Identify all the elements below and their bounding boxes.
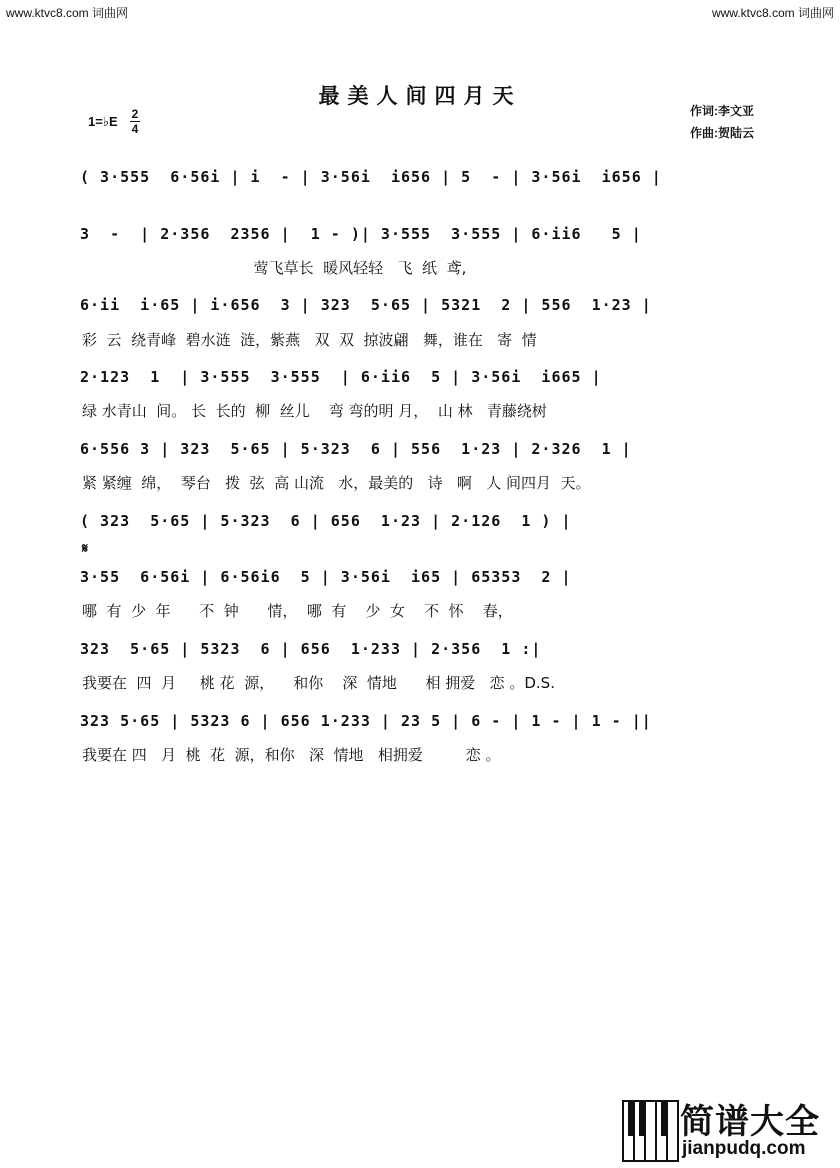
composer-credit: 作曲:贺陆云	[690, 126, 754, 140]
time-signature	[130, 108, 140, 135]
notation-row: 323 5·65 | 5323 6 | 656 1·233 | 2·356 1 :|	[80, 640, 542, 658]
piano-black-key	[639, 1102, 645, 1136]
header-site-right: www.ktvc8.com 词曲网	[711, 6, 834, 20]
lyric-row: 我要在 四 月 桃 花 源，和你 深 情地 相拥爱 恋 。	[82, 746, 501, 764]
notation-row: ( 3·555 6·56i | i - | 3·56i i656 | 5 - | 3·56i i656 |	[80, 168, 662, 186]
time-bottom: 4	[131, 122, 139, 136]
lyric-row: 彩 云 绕青峰 碧水涟 涟，紫燕 双 双 掠波翩 舞，谁在 寄 情	[82, 331, 537, 349]
logo-text: 简谱大全	[680, 1103, 820, 1141]
segno-sign: 𝄋	[82, 540, 89, 556]
piano-key	[635, 1100, 646, 1162]
piano-key	[657, 1100, 668, 1162]
piano-keys-icon	[622, 1100, 679, 1162]
logo-url: jianpudq.com	[682, 1138, 806, 1159]
lyric-row: 哪 有 少 年 不 钟 情， 哪 有 少 女 不 怀 春，	[82, 602, 513, 620]
song-title: 最美人间四月天	[318, 83, 522, 108]
lyric-row: 绿 水青山 间。 长 长的 柳 丝儿 弯 弯的明 月， 山 林 青藤绕树	[82, 402, 547, 420]
time-top: 2	[131, 107, 139, 121]
header-site-left: www.ktvc8.com 词曲网	[6, 6, 129, 20]
piano-key	[646, 1100, 657, 1162]
notation-row: 6·556 3 | 323 5·65 | 5·323 6 | 556 1·23 | 2·326 1 |	[80, 440, 632, 458]
notation-row: 3·55 6·56i | 6·56i6 5 | 3·56i i65 | 65353 2 |	[80, 568, 572, 586]
site-logo	[622, 1092, 832, 1164]
notation-row: 3 - | 2·356 2356 | 1 - )| 3·555 3·555 | 6·ii6 5 |	[80, 225, 642, 243]
notation-row: ( 323 5·65 | 5·323 6 | 656 1·23 | 2·126 1 ) |	[80, 512, 572, 530]
piano-key	[622, 1100, 635, 1162]
notation-row: 6·ii i·65 | i·656 3 | 323 5·65 | 5321 2 | 556 1·23 |	[80, 296, 652, 314]
notation-row: 2·123 1 | 3·555 3·555 | 6·ii6 5 | 3·56i i665 |	[80, 368, 602, 386]
lyric-row: 我要在 四 月 桃 花 源， 和你 深 情地 相 拥爱 恋 。D.S.	[82, 674, 555, 692]
lyric-row: 莺飞草长 暖风轻轻 飞 纸 鸢,	[82, 259, 467, 277]
notation-row: 323 5·65 | 5323 6 | 656 1·233 | 23 5 | 6 - | 1 - | 1 - ||	[80, 712, 652, 730]
lyricist-credit: 作词:李文亚	[690, 104, 754, 118]
key-signature: 1=♭E	[88, 114, 118, 129]
lyric-row: 紧 紧缠 绵， 琴台 拨 弦 高 山流 水，最美的 诗 啊 人 间四月 天。	[82, 474, 591, 492]
piano-black-key	[661, 1102, 667, 1136]
piano-black-key	[628, 1102, 634, 1136]
piano-key	[668, 1100, 679, 1162]
